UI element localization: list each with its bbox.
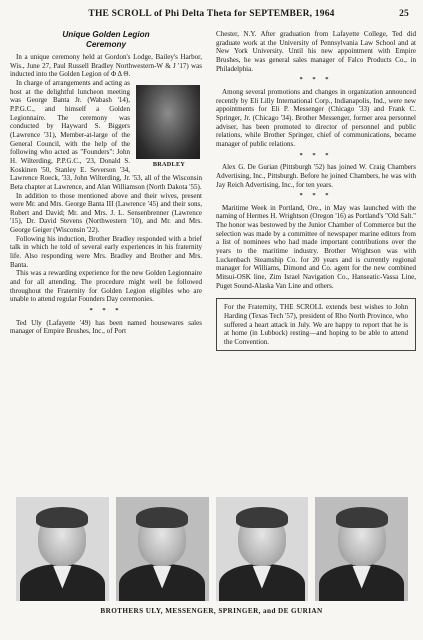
section-divider-stars: * * * [299,76,333,84]
right-paragraph-2: Among several promotions and changes in organization announced recently by Eli Lilly International Corp., Indianapolis, Ind., were new appointments for Eli P. Messenger (Chicago '33) and Frank C. Springer, Jr. (Chicago '34). Brother Messenger, former area personnel adviser, has been promoted to director of personnel and public relations, while Brother Springer, chief of communications, became manager of public relations. [216,87,416,148]
bradley-portrait-photo [136,85,200,159]
section-divider-stars: * * * [299,151,333,159]
bradley-photo-caption: BRADLEY [152,160,186,168]
portrait-photo-springer [216,497,309,601]
right-paragraph-4: Maritime Week in Portland, Ore., in May was launched with the naming of Hermes H. Wrightson (Oregon '16) as Portland's "Old Salt." The honor was bestowed by the Junior Chamber of Commerce but the selection was made by a committee of newspaper marine editors from a list of nominees who had made important contributions over the years to the maritime industry. Brother Wrightson was with Luckenbach Steamship Co. for 20 years and is currently regional manager for Williams, Dimond and Co. agent for the new combined Mitsui-OSK line, Zim Israel Navigation Co., Hanseatic-Vassa Line, Puget Sound-Alaska Van Line and others. [216,203,416,290]
section-divider-stars: * * * [89,307,123,315]
harding-notice-box [216,298,416,351]
left-paragraph-1: In a unique ceremony held at Gordon's Lodge, Bailey's Harbor, Wis., June 27, Paul Russell Bradley Northwestern-W & J '17) was inducted into the Golden Legion of Φ Δ Θ. [10,53,202,79]
bradley-photo-block [136,85,202,169]
portrait-photo-uly [16,497,109,601]
article-heading-line1: Unique Golden Legion [62,30,150,39]
harding-notice-text: For the Fraternity, THE SCROLL extends best wishes to John Harding (Texas Tech '57), president of Rho North Province, who suffered a heart attack in July. We are happy to report that he is at home (in Lubbock) resting—and hoping to be able to attend the Convention. [224,303,408,346]
article-heading-line2: Ceremony [85,40,127,49]
section-divider-stars: * * * [299,192,333,200]
left-paragraph-5: This was a rewarding experience for the new Golden Legionnaire and for all attending. The procedure might well be followed throughout the Fraternity for Golden Legion eligibles who are unable to attend regular Founders Day ceremonies. [10,269,202,304]
photo-row-caption: BROTHERS ULY, MESSENGER, SPRINGER, and DE GURIAN [100,607,323,615]
portrait-photo-de-gurian [315,497,408,601]
right-paragraph-1: Chester, N.Y. After graduation from Lafayette College, Ted did graduate work at the University of Pennsylvania Law School and at New York University. Until his new appointment with Empire Brushes, he was general sales manager of Falco Products Co., in Philadelphia. [216,30,416,73]
left-paragraph-3: In addition to those mentioned above and their wives, present were Mr. and Mrs. George Banta III (Lawrence '45) and their sons, Robert and David; Mr. and Mrs. J. L. Sensenbrenner (Lawrence '15), Dr. David Stevens (Northwestern '10), and Mr. and Mrs. George Geiger (Wisconsin '22). [10,191,202,235]
left-paragraph-6: Ted Uly (Lafayette '49) has been named housewares sales manager of Empire Brushes, Inc., of Port [10,318,202,336]
left-column [10,30,202,336]
brothers-photo-row [16,497,408,601]
portrait-photo-messenger [116,497,209,601]
left-paragraph-4: Following his induction, Brother Bradley responded with a brief talk in which he told of several early experiences in his fraternity life. Also responding were Mrs. Bradley and Brother and Mrs. Banta. [10,234,202,269]
header-title: THE SCROLL of Phi Delta Theta for SEPTEMBER, 1964 [88,9,335,19]
page-number: 25 [399,9,409,19]
right-paragraph-3: Alex G. De Gurian (Pittsburgh '52) has joined W. Craig Chambers Advertising, Inc., Pittsburgh. Before he joined Chambers, he was with Jay Reich Advertising, Inc., for ten years. [216,163,416,189]
running-header [14,9,409,23]
right-column [216,30,416,351]
left-paragraph-2: In charge of arrangements and acting as host at the delightful luncheon meeting was George Banta Jr. (Wabash '14), P.P.G.C., and himself a Golden Legionnaire. The ceremony was conducted by Hayward S. Biggers (Lawrence '31), Member-at-large of the General Council, with the help of the following who acted as "Founders": John H. Wilterding, P.P.G.C., '23, Donald S. Koskinen '50, Stanley E. Severson '34, Lawrence Roeck, '33, John Wilterding, Jr. '53, all of the Wisconsin Beta chapter at Lawrence, and Alan Williamson (North Dakota '55). [10,78,202,191]
